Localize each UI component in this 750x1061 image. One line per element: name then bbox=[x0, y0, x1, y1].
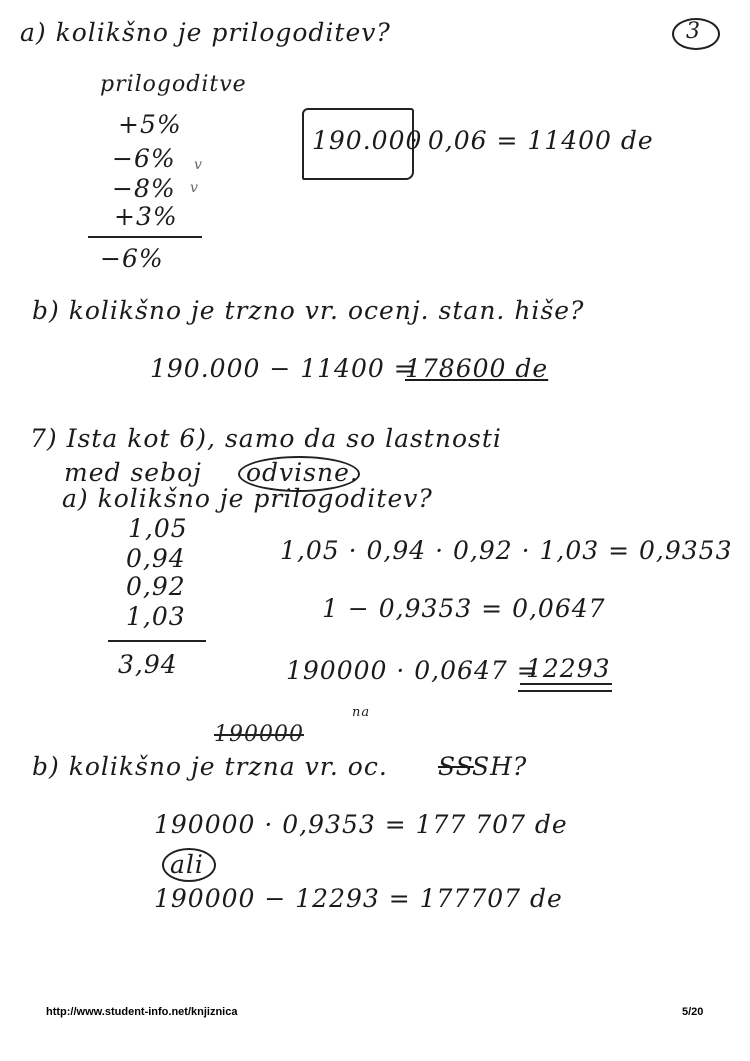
calc-7b-1: 190000 · 0,9353 = 177 707 de bbox=[154, 810, 568, 839]
adjustment-item: −6% bbox=[112, 144, 176, 173]
scribbled-number: 190000 bbox=[214, 722, 304, 747]
factor-item: 0,94 bbox=[126, 544, 186, 573]
adjustment-item: −8% bbox=[112, 174, 176, 203]
adjustments-title: prilogoditve bbox=[100, 72, 247, 97]
check-mark: v bbox=[190, 180, 199, 196]
question-7b-struck: SS bbox=[438, 752, 474, 781]
section7-intro-line1: 7) Ista kot 6), samo da so lastnosti bbox=[30, 424, 502, 453]
result-6b: 178600 de bbox=[405, 354, 549, 383]
ali-word: ali bbox=[170, 850, 204, 879]
page-number-circled: 3 bbox=[686, 19, 701, 44]
question-6a: a) kolikšno je prilogoditev? bbox=[20, 18, 391, 47]
factor-item: 1,05 bbox=[128, 514, 188, 543]
footer-url: http://www.student-info.net/knjiznica bbox=[46, 1006, 238, 1018]
factors-sum: 3,94 bbox=[118, 650, 178, 679]
adjustment-sum: −6% bbox=[100, 244, 164, 273]
question-7b-end: SH? bbox=[472, 752, 528, 781]
adjustment-item: +5% bbox=[118, 110, 182, 139]
question-7a: a) kolikšno je prilogoditev? bbox=[62, 484, 433, 513]
adjustment-item: +3% bbox=[114, 202, 178, 231]
sum-line bbox=[88, 236, 202, 238]
factor-item: 1,03 bbox=[126, 602, 186, 631]
double-underline-2 bbox=[518, 690, 612, 692]
question-7b: b) kolikšno je trzna vr. oc. bbox=[32, 752, 388, 781]
factor-item: 0,92 bbox=[126, 572, 186, 601]
factors-sum-line bbox=[108, 640, 206, 642]
calc-7a-1: 1,05 · 0,94 · 0,92 · 1,03 = 0,9353 bbox=[280, 536, 733, 565]
check-mark: v bbox=[194, 157, 203, 173]
footer-page-number: 5/20 bbox=[682, 1006, 704, 1018]
calc-7a-3: 190000 · 0,0647 = bbox=[286, 656, 539, 685]
double-underline-1 bbox=[520, 683, 612, 685]
section7-intro-circled: odvisne. bbox=[246, 458, 359, 487]
section7-intro-line2: med seboj bbox=[64, 458, 202, 487]
calc-7a-2: 1 − 0,9353 = 0,0647 bbox=[322, 594, 606, 623]
calc-7b-2: 190000 − 12293 = 177707 de bbox=[154, 884, 563, 913]
boxed-value: 190.000 bbox=[312, 126, 423, 155]
scribble-small: na bbox=[352, 705, 371, 720]
calc-7a-result: 12293 bbox=[526, 654, 611, 683]
calc-6b: 190.000 − 11400 = bbox=[150, 354, 416, 383]
question-6b: b) kolikšno je trzno vr. ocenj. stan. hiše? bbox=[32, 296, 585, 325]
calc-6a: · 0,06 = 11400 de bbox=[410, 126, 654, 155]
